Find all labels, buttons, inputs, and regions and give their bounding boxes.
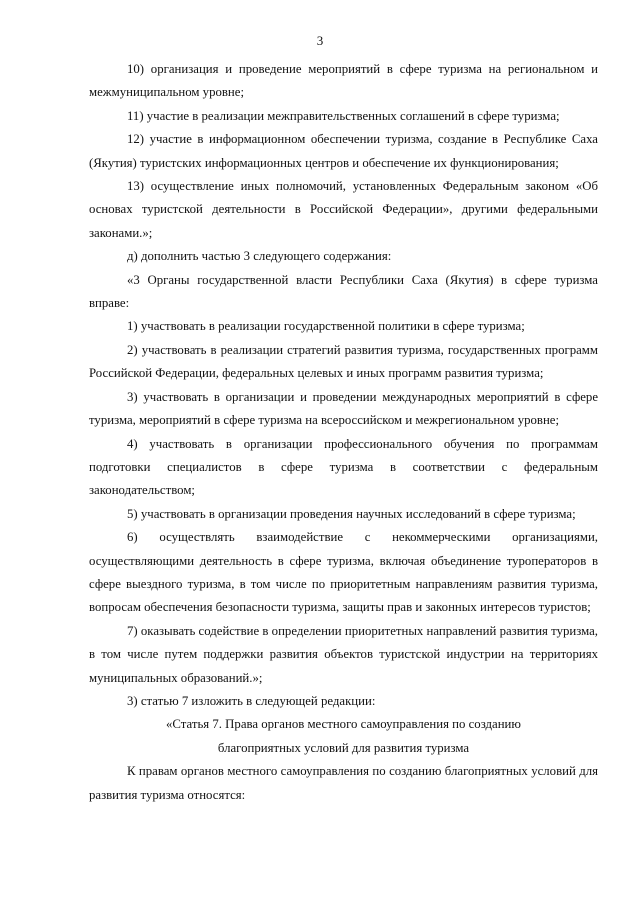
- paragraph-right-2: 2) участвовать в реализации стратегий развития туризма, государственных программ Российской Федерации, федеральных целевых и иных программ развития туризма;: [89, 342, 598, 381]
- paragraph-article-7-intro: К правам органов местного самоуправления по созданию благоприятных условий для развития туризма относятся:: [89, 764, 598, 802]
- paragraph-amendment-d: д) дополнить частью 3 следующего содержания:: [127, 249, 392, 264]
- document-body: [89, 58, 598, 807]
- article-heading-line-2: благоприятных условий для развития туризма: [217, 740, 470, 755]
- paragraph-right-5: 5) участвовать в организации проведения научных исследований в сфере туризма;: [127, 506, 576, 521]
- article-heading: [89, 713, 598, 760]
- paragraph-part-3-intro: «3 Органы государственной власти Республики Саха (Якутия) в сфере туризма вправе:: [89, 272, 598, 311]
- paragraph-right-7: 7) оказывать содействие в определении приоритетных направлений развития туризма, в том числе путем поддержки развития объектов туристской индустрии на территориях муниципальных образований.»;: [89, 623, 598, 685]
- paragraph-item-12: 12) участие в информационном обеспечении туризма, создание в Республике Саха (Якутия) туристских информационных центров и обеспечение их функционирования;: [89, 132, 598, 170]
- paragraph-right-3: 3) участвовать в организации и проведении международных мероприятий в сфере туризма, мероприятий в сфере туризма на всероссийском и межрегиональном уровне;: [89, 389, 598, 428]
- paragraph-right-4: 4) участвовать в организации профессионального обучения по программам подготовки специалистов в сфере туризма в соответствии с федеральным законодательством;: [89, 436, 598, 498]
- paragraph-item-11: 11) участие в реализации межправительственных соглашений в сфере туризма;: [127, 108, 560, 123]
- paragraph-right-6: 6) осуществлять взаимодействие с некоммерческими организациями, осуществляющими деятельность в сфере туризма, включая объединение туроператоров в сфере выездного туризма, в том числе по приоритетным направлениям развития туризма, вопросам обеспечения безопасности туризма, защиты прав и законных интересов туристов;: [89, 530, 598, 615]
- page-number: 3: [316, 33, 324, 48]
- paragraph-item-13: 13) осуществление иных полномочий, установленных Федеральным законом «Об основах туристской деятельности в Российской Федерации», другими федеральными законами.»;: [89, 179, 598, 240]
- article-heading-line-1: «Статья 7. Права органов местного самоуправления по созданию: [166, 717, 521, 732]
- paragraph-amendment-article-7: 3) статью 7 изложить в следующей редакции:: [127, 693, 376, 708]
- paragraph-right-1: 1) участвовать в реализации государственной политики в сфере туризма;: [127, 319, 525, 334]
- paragraph-item-10: 10) организация и проведение мероприятий в сфере туризма на региональном и межмуниципальном уровне;: [89, 62, 598, 100]
